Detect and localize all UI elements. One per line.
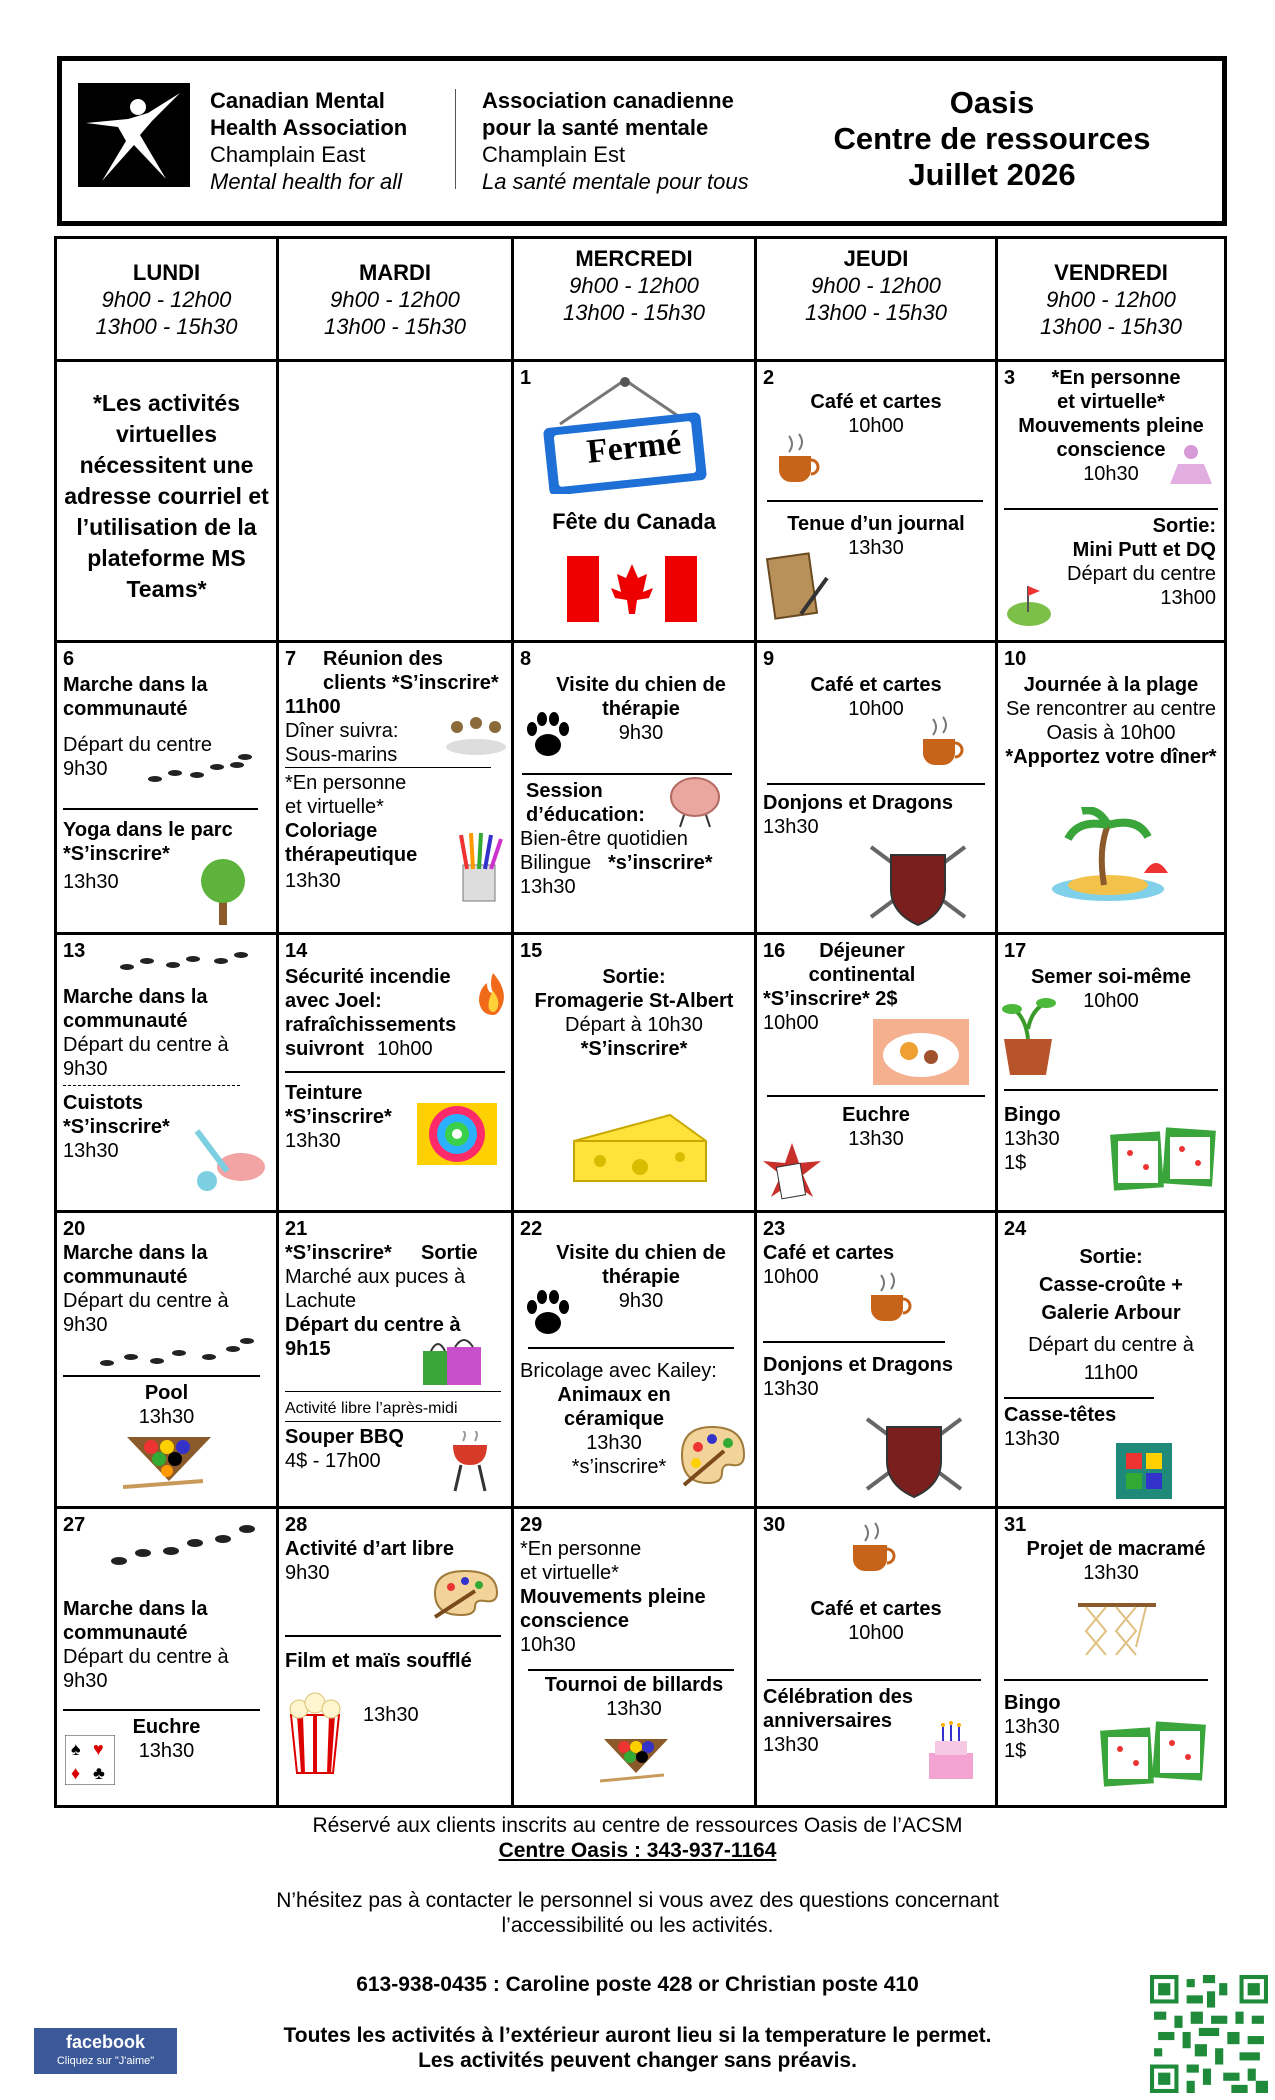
activity-details: Sous-marins <box>285 744 398 766</box>
billiards-icon <box>600 1733 672 1785</box>
activity-title: Donjons et Dragons <box>763 1354 954 1376</box>
dungeons-dragons-shield-icon <box>865 837 971 927</box>
footer-contact-note: N’hésitez pas à contacter le personnel si vous avez des questions concernant <box>276 1889 999 1912</box>
divider <box>767 500 983 502</box>
divider <box>767 1095 985 1097</box>
activity-title: Cuistots <box>63 1092 143 1114</box>
day-number: 7 <box>285 648 297 670</box>
fire-icon <box>475 969 511 1017</box>
activity-title: Marche dans la communauté <box>63 1598 208 1644</box>
activity-title: Pool <box>144 1382 189 1404</box>
divider <box>285 1635 501 1637</box>
day-number: 9 <box>763 648 775 670</box>
divider <box>63 808 258 810</box>
divider <box>63 1375 260 1377</box>
activity-time: 9h30 <box>63 758 108 780</box>
day-header-monday: LUNDI 9h00 - 12h00 13h00 - 15h30 <box>56 238 278 361</box>
svg-text:♥: ♥ <box>93 1739 104 1759</box>
divider <box>285 767 491 768</box>
divider <box>285 1071 505 1073</box>
activity-title: Marche dans la communauté <box>63 674 208 720</box>
activity-title: Semer soi-même <box>1030 966 1192 988</box>
activity-title: Activité d’art libre <box>285 1538 454 1560</box>
cell-day-7 <box>278 642 513 934</box>
activity-title: Café et cartes <box>810 674 942 696</box>
day-header-tuesday: MARDI 9h00 - 12h00 13h00 - 15h30 <box>278 238 513 361</box>
activity-time: 13h30 <box>848 537 904 559</box>
puzzle-icon <box>1116 1443 1172 1499</box>
shopping-bags-icon <box>419 1335 485 1387</box>
activity-mode: *En personne <box>520 1538 642 1560</box>
week-row-3 <box>56 934 1226 1212</box>
coffee-cup-icon <box>843 1519 903 1575</box>
cell-empty <box>278 361 513 642</box>
activity-title: Casse-croûte + Galerie Arbour <box>1039 1274 1183 1324</box>
coffee-cup-icon <box>769 430 825 486</box>
activity-time: 13h30 <box>63 871 119 893</box>
divider <box>767 1679 981 1681</box>
day-number: 30 <box>763 1514 786 1536</box>
breakfast-icon <box>873 1019 969 1085</box>
activity-mode: et virtuelle* <box>1057 391 1165 413</box>
canada-flag-icon <box>567 556 697 622</box>
footprints-icon <box>117 945 257 975</box>
activity-price: 1$ <box>1004 1152 1027 1174</box>
activity-title: Tournoi de billards <box>544 1674 724 1696</box>
day-number: 13 <box>63 940 86 962</box>
footer-change-note: Les activités peuvent changer sans préavis. <box>418 2049 857 2072</box>
activity-time: 9h30 <box>618 722 664 744</box>
org-name-en: Canadian Mental Health Association Champlain East Mental health for all <box>210 88 408 194</box>
activity-time: 13h30 <box>606 1698 662 1720</box>
activity-title: Activité libre l’après-midi <box>285 1400 458 1417</box>
activity-time: 13h30 <box>138 1740 195 1762</box>
registration-note: *S’inscrire* <box>63 1116 170 1138</box>
activity-title: Journée à la plage <box>1023 674 1199 696</box>
week-row-1 <box>56 361 1226 642</box>
registration-note: *S’inscrire* <box>285 1106 392 1128</box>
activity-title: Bingo <box>1004 1104 1061 1126</box>
divider <box>285 1421 501 1422</box>
activity-title: Café et cartes <box>763 1242 895 1264</box>
cheese-icon <box>570 1111 710 1187</box>
activity-time: 4$ - 17h00 <box>285 1450 381 1472</box>
activity-time: 13h00 <box>1160 587 1216 609</box>
cooking-utensils-icon <box>187 1121 271 1197</box>
cell-day-28 <box>278 1508 513 1807</box>
activity-time: 13h30 <box>1004 1716 1060 1738</box>
activity-title: Souper BBQ <box>285 1426 404 1448</box>
week-row-5 <box>56 1508 1226 1807</box>
cell-day-27 <box>56 1508 278 1807</box>
day-header-wednesday: MERCREDI 9h00 - 12h00 13h00 - 15h30 <box>513 238 756 361</box>
activity-time: 13h30 <box>63 1140 119 1162</box>
cell-day-1 <box>513 361 756 642</box>
activity-title: Film et maïs soufflé <box>285 1650 472 1672</box>
activity-price: 1$ <box>1004 1740 1027 1762</box>
day-number: 23 <box>763 1218 786 1240</box>
birthday-cake-icon <box>921 1719 981 1785</box>
activity-title: Teinture <box>285 1082 363 1104</box>
closed-sign-text: Fermé <box>585 424 683 471</box>
facebook-label: facebook <box>65 2032 146 2052</box>
activity-mode: et virtuelle* <box>285 796 384 818</box>
registration-note: *S’inscrire* <box>63 843 170 865</box>
activity-time: 13h30 <box>1004 1428 1060 1450</box>
cell-day-6 <box>56 642 278 934</box>
cell-virtual-note <box>56 361 278 642</box>
day-number: 8 <box>520 648 532 670</box>
day-number: 21 <box>285 1218 308 1240</box>
registration-note: *S’inscrire* <box>285 1242 392 1264</box>
paint-palette-icon <box>678 1421 748 1487</box>
activity-time: 13h30 <box>1004 1128 1060 1150</box>
day-header-thursday: JEUDI 9h00 - 12h00 13h00 - 15h30 <box>756 238 997 361</box>
mini-golf-icon <box>1004 580 1054 630</box>
activity-time: 10h00 <box>763 1012 819 1034</box>
cell-day-31 <box>997 1508 1226 1807</box>
page-title: Oasis Centre de ressources Juillet 2026 <box>833 85 1151 192</box>
beach-island-icon <box>1038 807 1188 907</box>
cell-day-3 <box>997 361 1226 642</box>
activity-title: Célébration des anniversaires <box>763 1686 914 1732</box>
cell-day-10 <box>997 642 1226 934</box>
svg-text:♠: ♠ <box>71 1739 81 1759</box>
activity-time: 13h30 <box>763 816 819 838</box>
virtual-note: *Les activités virtuelles nécessitent une adresse courriel et l’utilisation de la plateforme MS Teams* <box>64 390 269 602</box>
meditation-icon <box>1164 442 1218 492</box>
activity-title: Mouvements pleine conscience <box>520 1586 706 1632</box>
meeting-icon <box>443 711 509 759</box>
activity-time: 10h00 <box>1083 990 1139 1012</box>
activity-time: 9h30 <box>285 1562 330 1584</box>
activity-details: Bricolage avec Kailey: <box>520 1360 717 1382</box>
cell-day-8 <box>513 642 756 934</box>
divider <box>63 1085 240 1086</box>
playing-cards-icon <box>761 1141 823 1205</box>
day-number: 17 <box>1004 940 1027 962</box>
activity-time: 13h30 <box>363 1704 419 1726</box>
activity-time: 10h00 <box>848 415 904 437</box>
registration-note: *S’inscrire* 2$ <box>763 988 898 1010</box>
bingo-cards-icon <box>1108 1127 1218 1193</box>
footer-weather-note: Toutes les activités à l’extérieur auront lieu si la temperature le permet. <box>283 2024 992 2047</box>
cell-day-29 <box>513 1508 756 1807</box>
facebook-sublabel: Cliquez sur "J'aime" <box>56 2055 155 2067</box>
registration-note: *s’inscrire* <box>608 852 713 874</box>
org-divider <box>455 89 456 189</box>
cell-day-20 <box>56 1212 278 1508</box>
activity-time: 13h30 <box>763 1378 819 1400</box>
activity-time: 13h30 <box>138 1406 195 1428</box>
activity-title: Déjeuner continental <box>808 940 916 986</box>
bbq-grill-icon <box>449 1431 491 1493</box>
macrame-icon <box>1072 1597 1162 1657</box>
activity-mode: *En personne <box>1051 367 1181 389</box>
day-number: 27 <box>63 1514 86 1536</box>
activity-details: Dîner suivra: <box>285 720 399 742</box>
activity-title: Café et cartes <box>810 391 942 413</box>
svg-text:♣: ♣ <box>93 1763 105 1783</box>
activity-time: 10h30 <box>1083 463 1139 485</box>
activity-title: Yoga dans le parc <box>63 819 233 841</box>
footer-staff-phone: 613-938-0435 : Caroline poste 428 or Christian poste 410 <box>356 1973 919 1996</box>
activity-title: Donjons et Dragons <box>763 792 954 814</box>
activity-title: Euchre <box>132 1716 201 1738</box>
cell-day-30 <box>756 1508 997 1807</box>
activity-title: Coloriage thérapeutique <box>285 820 418 866</box>
footer-phone-oasis: Centre Oasis : 343-937-1164 <box>498 1839 777 1862</box>
activity-title: Visite du chien de thérapie <box>556 674 726 720</box>
activity-time: 9h30 <box>618 1290 664 1312</box>
dungeons-dragons-shield-icon <box>861 1409 967 1499</box>
divider <box>1004 1679 1208 1681</box>
activity-time: 13h30 <box>763 1734 819 1756</box>
qr-code-icon[interactable] <box>1150 1975 1268 2093</box>
week-row-4 <box>56 1212 1226 1508</box>
activity-title: Session d’éducation: <box>526 780 645 826</box>
divider <box>1004 1397 1154 1399</box>
divider <box>528 1347 734 1349</box>
coffee-cup-icon <box>913 713 969 769</box>
activity-mode: *En personne <box>285 772 407 794</box>
activity-title: Tenue d’un journal <box>787 513 965 535</box>
cell-day-21 <box>278 1212 513 1508</box>
activity-time: 10h00 <box>848 698 904 720</box>
tree-icon <box>195 853 251 927</box>
cell-day-17 <box>997 934 1226 1212</box>
cell-day-14 <box>278 934 513 1212</box>
activity-title: Sortie: <box>1079 1246 1143 1268</box>
divider <box>763 1341 945 1343</box>
activity-details: Bilingue <box>520 852 592 874</box>
divider <box>767 783 985 785</box>
activity-details: Départ du centre <box>63 734 212 756</box>
activity-time: 9h30 <box>63 1314 108 1336</box>
cell-day-13 <box>56 934 278 1212</box>
activity-details: Se rencontrer au centre Oasis à 10h00 <box>1005 698 1217 744</box>
activity-title: Marche dans la communauté <box>63 986 208 1032</box>
tie-dye-icon <box>417 1103 497 1165</box>
activity-title: Café et cartes <box>810 1598 942 1620</box>
divider <box>285 1391 501 1392</box>
footprints-icon <box>145 753 255 787</box>
activity-title: Marche dans la communauté <box>63 1242 208 1288</box>
activity-time: 9h30 <box>63 1058 108 1080</box>
activity-title: Projet de macramé <box>1026 1538 1206 1560</box>
paint-palette-icon <box>431 1567 501 1619</box>
popcorn-icon <box>283 1685 347 1775</box>
card-suits-icon <box>65 1735 115 1785</box>
activity-time: 13h30 <box>520 876 576 898</box>
cell-day-15 <box>513 934 756 1212</box>
activity-time: 10h00 <box>848 1622 904 1644</box>
day-number: 29 <box>520 1514 543 1536</box>
footer-eligibility: Réservé aux clients inscrits au centre de ressources Oasis de l’ACSM <box>312 1814 963 1837</box>
activity-title: Animaux en céramique <box>557 1384 671 1430</box>
activity-time: 13h30 <box>285 870 341 892</box>
activity-time: 10h00 <box>377 1038 433 1060</box>
activity-mode: et virtuelle* <box>520 1562 619 1584</box>
activity-title: Sortie: <box>1152 515 1216 537</box>
activity-title: Sortie: <box>602 966 666 988</box>
activity-title: Casse-têtes <box>1004 1404 1117 1426</box>
divider <box>528 1669 734 1671</box>
week-row-2 <box>56 642 1226 934</box>
activity-time: 13h30 <box>848 1128 904 1150</box>
day-number: 1 <box>520 367 532 389</box>
day-number: 6 <box>63 648 75 670</box>
paw-print-icon <box>522 1287 574 1339</box>
calendar-table <box>54 236 1227 1808</box>
activity-time: 9h30 <box>63 1670 108 1692</box>
cell-day-2 <box>756 361 997 642</box>
activity-details: Départ du centre à <box>63 1646 229 1668</box>
activity-details: Départ du centre à <box>1028 1334 1194 1356</box>
divider <box>1004 508 1218 510</box>
footprints-icon <box>97 1337 257 1371</box>
cell-day-23 <box>756 1212 997 1508</box>
header-box <box>57 56 1227 226</box>
activity-title: Mouvements pleine conscience <box>1018 415 1204 461</box>
activity-details: Bien-être quotidien <box>520 828 688 850</box>
activity-time: 10h00 <box>763 1266 819 1288</box>
day-number: 20 <box>63 1218 86 1240</box>
seedling-pot-icon <box>998 989 1058 1079</box>
cell-day-16 <box>756 934 997 1212</box>
activity-time: Départ du centre à 9h15 <box>285 1314 461 1360</box>
activity-time: 13h30 <box>586 1432 642 1454</box>
org-name-fr: Association canadienne pour la santé mentale Champlain Est La santé mentale pour tous <box>482 88 749 194</box>
billiards-icon <box>123 1427 215 1493</box>
cell-day-22 <box>513 1212 756 1508</box>
activity-time: 11h00 <box>285 696 341 718</box>
activity-details: Départ du centre à <box>63 1290 229 1312</box>
day-number: 2 <box>763 367 775 389</box>
activity-details: Départ du centre à <box>63 1034 229 1056</box>
journal-icon <box>765 548 831 624</box>
activity-details: Marché aux puces à Lachute <box>285 1266 466 1312</box>
activity-time: 11h00 <box>1083 1362 1139 1384</box>
activity-title: Sécurité incendie avec Joel: rafraîchissements suivront <box>285 966 457 1060</box>
registration-note: *s’inscrire* <box>571 1456 667 1478</box>
cmha-logo <box>78 83 190 187</box>
activity-time: 13h30 <box>285 1130 341 1152</box>
activity-title: Euchre <box>842 1104 910 1126</box>
divider <box>1004 1089 1218 1091</box>
coffee-cup-icon <box>861 1269 917 1325</box>
svg-text:♦: ♦ <box>71 1763 81 1783</box>
activity-title: Bingo <box>1004 1692 1061 1714</box>
facebook-like-button[interactable] <box>34 2028 177 2074</box>
paw-print-icon <box>522 709 574 761</box>
day-number: 31 <box>1004 1514 1027 1536</box>
footer-contact-note: l’accessibilité ou les activités. <box>501 1914 774 1937</box>
day-number: 15 <box>520 940 543 962</box>
holiday-name: Fête du Canada <box>552 509 716 534</box>
brain-icon <box>662 771 728 829</box>
colored-pencils-icon <box>451 829 505 905</box>
activity-title: Réunion des clients *S’inscrire* <box>323 648 499 694</box>
day-number: 28 <box>285 1514 308 1536</box>
activity-details: Départ à 10h30 <box>565 1014 703 1036</box>
activity-time: 10h30 <box>520 1634 576 1656</box>
day-header-friday: VENDREDI 9h00 - 12h00 13h00 - 15h30 <box>997 238 1226 361</box>
day-number: 24 <box>1004 1218 1027 1240</box>
activity-title: Visite du chien de thérapie <box>556 1242 726 1288</box>
registration-note: *S’inscrire* <box>580 1038 688 1060</box>
calendar-header-row <box>56 238 1226 361</box>
activity-title: Mini Putt et DQ <box>1072 539 1216 561</box>
activity-title: Fromagerie St-Albert <box>534 990 734 1012</box>
bingo-cards-icon <box>1098 1721 1208 1789</box>
activity-title: Sortie <box>421 1242 478 1264</box>
registration-note: *Apportez votre dîner* <box>1005 746 1217 768</box>
divider <box>63 1709 260 1711</box>
activity-time: 13h30 <box>1083 1562 1139 1584</box>
footprints-icon <box>107 1519 267 1569</box>
activity-details: Départ du centre <box>1067 563 1216 585</box>
day-number: 22 <box>520 1218 543 1240</box>
cell-day-9 <box>756 642 997 934</box>
day-number: 3 <box>1004 367 1016 389</box>
cell-day-24 <box>997 1212 1226 1508</box>
day-number: 16 <box>763 940 786 962</box>
day-number: 10 <box>1004 648 1027 670</box>
day-number: 14 <box>285 940 308 962</box>
